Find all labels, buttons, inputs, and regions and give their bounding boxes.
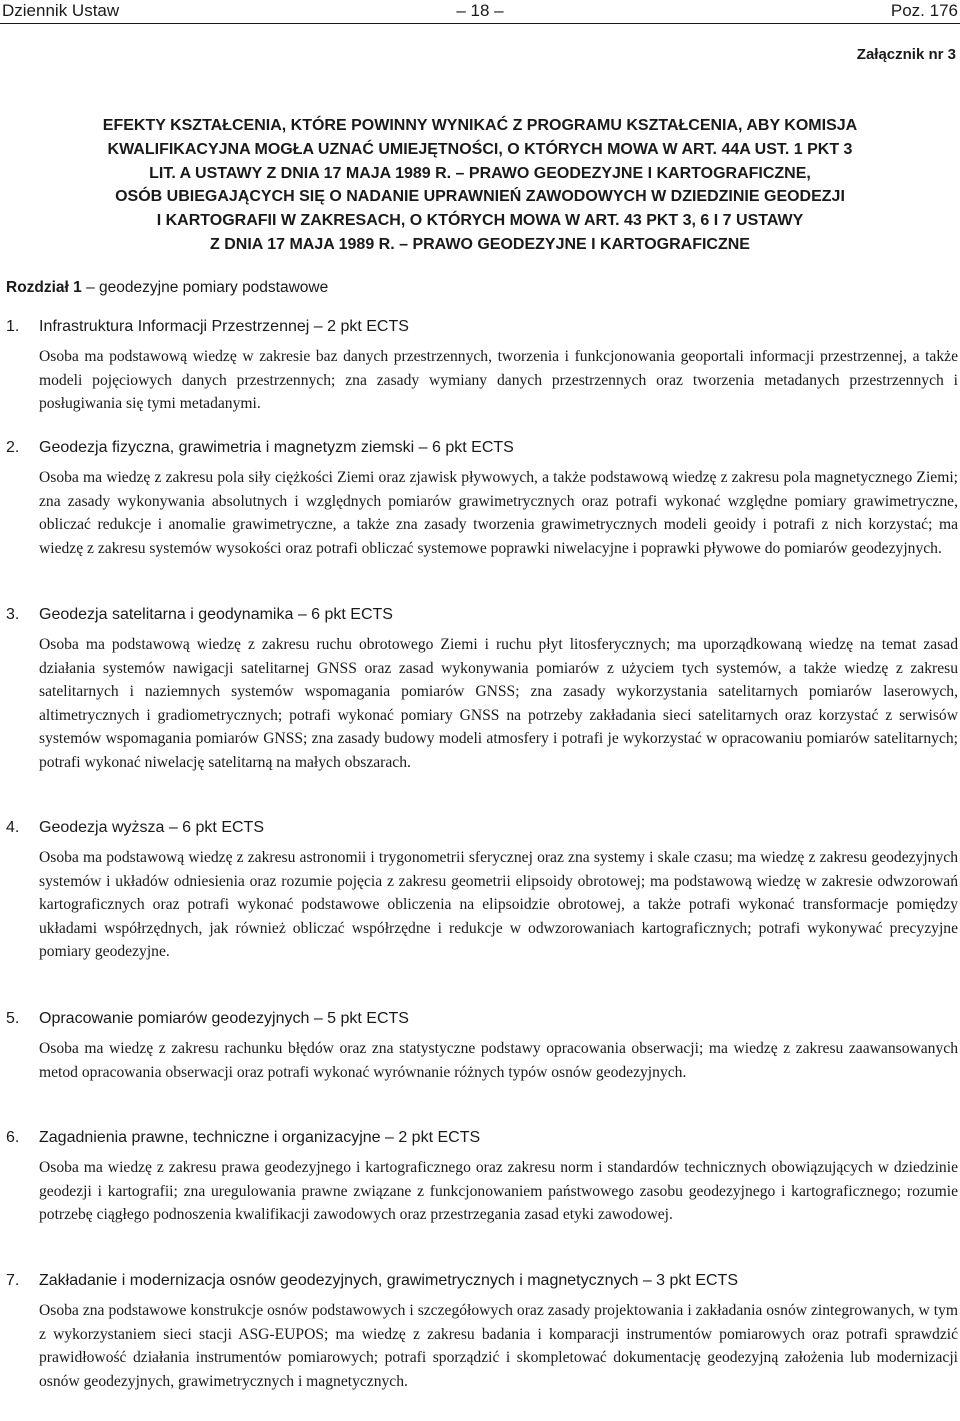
section-4 bbox=[6, 817, 958, 964]
section-number: 1. bbox=[6, 318, 20, 335]
section-body: Osoba ma wiedzę z zakresu prawa geodezyjnego i kartograficznego oraz zakresu norm i standardów technicznych obowiązujących w dziedzinie geodezji i kartografii; zna uregulowania prawne związane z funkcjonowaniem państwowego zasobu geodezyjnego i kartograficznego; rozumie potrzebę ciągłego podnoszenia kwalifikacji zawodowych oraz przestrzegania zasad etyki zawodowej. bbox=[39, 1159, 958, 1223]
section-body: Osoba ma wiedzę z zakresu pola siły ciężkości Ziemi oraz zjawisk pływowych, a także podstawową wiedzę z zakresu pola magnetycznego Ziemi; zna zasady wykonywania absolutnych i względnych pomiarów grawimetrycznych oraz potrafi wykonać względne pomiary grawimetryczne, obliczać redukcje i anomalie grawimetryczne, a także zna zasady tworzenia grawimetrycznych modeli geoidy i potrafi z nich korzystać; ma wiedzę z zakresu systemów wysokości oraz potrafi obliczać systemowe poprawki niwelacyjne i poprawki pływowe do pomiarów geodezyjnych. bbox=[39, 469, 958, 557]
title-line: OSÓB UBIEGAJĄCYCH SIĘ O NADANIE UPRAWNIEŃ ZAWODOWYCH W DZIEDZINIE GEODEZJI bbox=[115, 188, 845, 206]
document-title bbox=[0, 114, 960, 257]
section-7 bbox=[6, 1270, 958, 1393]
section-title: Infrastruktura Informacji Przestrzennej – 2 pkt ECTS bbox=[39, 318, 409, 335]
position-number: Poz. 176 bbox=[890, 1, 958, 20]
section-number: 6. bbox=[6, 1129, 20, 1146]
section-title: Zakładanie i modernizacja osnów geodezyjnych, grawimetrycznych i magnetycznych – 3 pkt ECTS bbox=[39, 1272, 738, 1289]
section-heading bbox=[6, 604, 958, 626]
chapter-label: Rozdział 1 bbox=[6, 279, 82, 296]
title-line: KWALIFIKACYJNA MOGŁA UZNAĆ UMIEJĘTNOŚCI, O KTÓRYCH MOWA W ART. 44A UST. 1 PKT 3 bbox=[107, 140, 853, 158]
page-header bbox=[0, 0, 960, 22]
title-line: I KARTOGRAFII W ZAKRESACH, O KTÓRYCH MOWA W ART. 43 PKT 3, 6 I 7 USTAWY bbox=[156, 212, 804, 230]
section-body: Osoba zna podstawowe konstrukcje osnów podstawowych i szczegółowych oraz zasady projektowania i zakładania osnów zintegrowanych, w tym z wykorzystaniem sieci stacji ASG-EUPOS; ma wiedzę z zakresu badania i komparacji instrumentów pomiarowych oraz potrafi sprawdzić prawidłowość działania instrumentów pomiarowych; potrafi sporządzić i skompletować dokumentację geodezyjną założenia lub modernizacji osnów geodezyjnych, grawimetrycznych i magnetycznych. bbox=[39, 1302, 958, 1390]
section-title: Geodezja wyższa – 6 pkt ECTS bbox=[39, 819, 264, 836]
section-title: Geodezja satelitarna i geodynamika – 6 pkt ECTS bbox=[39, 606, 393, 623]
chapter-heading bbox=[6, 278, 328, 298]
journal-name: Dziennik Ustaw bbox=[2, 1, 120, 20]
section-6 bbox=[6, 1127, 958, 1227]
section-heading bbox=[6, 1270, 958, 1292]
section-body: Osoba ma wiedzę z zakresu rachunku błędów oraz zna statystyczne podstawy opracowania obserwacji; ma wiedzę z zakresu zaawansowanych metod opracowania obserwacji oraz potrafi wykonać wyrównanie różnych typów osnów geodezyjnych. bbox=[39, 1040, 958, 1081]
section-body: Osoba ma podstawową wiedzę z zakresu ruchu obrotowego Ziemi i ruchu płyt litosferycznych; ma uporządkowaną wiedzę na temat zasad działania systemów nawigacji satelitarnej GNSS oraz zasad wykonywania pomiarów z użyciem tych systemów, a także wiedzę z zakresu satelitarnych i naziemnych systemów wspomagania pomiarów GNSS; zna zasady wykorzystania satelitarnych pomiarów laserowych, altimetrycznych i gradiometrycznych; potrafi wykonać pomiary GNSS na potrzeby zakładania sieci satelitarnych oraz korzystać z serwisów systemów wspomagania pomiarów GNSS; zna zasady budowy modeli atmosfery i potrafi je wykorzystać w opracowaniu pomiarów satelitarnych; potrafi wykonać niwelację satelitarną na małych obszarach. bbox=[39, 636, 958, 771]
title-line: EFEKTY KSZTAŁCENIA, KTÓRE POWINNY WYNIKAĆ Z PROGRAMU KSZTAŁCENIA, ABY KOMISJA bbox=[102, 117, 858, 134]
page-number: – 18 – bbox=[456, 1, 504, 20]
header-divider bbox=[0, 23, 960, 24]
annex-label: Załącznik nr 3 bbox=[856, 46, 956, 63]
title-line: Z DNIA 17 MAJA 1989 R. – PRAWO GEODEZYJNE I KARTOGRAFICZNE bbox=[210, 235, 750, 253]
section-5 bbox=[6, 1008, 958, 1084]
section-title: Opracowanie pomiarów geodezyjnych – 5 pkt ECTS bbox=[39, 1010, 409, 1027]
title-line: LIT. A USTAWY Z DNIA 17 MAJA 1989 R. – PRAWO GEODEZYJNE I KARTOGRAFICZNE, bbox=[149, 164, 811, 182]
section-heading bbox=[6, 437, 958, 459]
section-body: Osoba ma podstawową wiedzę w zakresie baz danych przestrzennych, tworzenia i funkcjonowania geoportali informacji przestrzennej, a także modeli pojęciowych danych przestrzennych; zna zasady wymiany danych przestrzennych oraz tworzenia metadanych przestrzennych i posługiwania się tymi metadanymi. bbox=[39, 348, 958, 412]
section-number: 5. bbox=[6, 1010, 20, 1027]
chapter-title: – geodezyjne pomiary podstawowe bbox=[86, 279, 329, 296]
section-heading bbox=[6, 316, 958, 338]
section-title: Zagadnienia prawne, techniczne i organizacyjne – 2 pkt ECTS bbox=[39, 1129, 481, 1146]
section-heading bbox=[6, 1127, 958, 1149]
section-number: 3. bbox=[6, 606, 20, 623]
section-number: 4. bbox=[6, 819, 20, 836]
section-heading bbox=[6, 817, 958, 839]
section-number: 7. bbox=[6, 1272, 20, 1289]
section-title: Geodezja fizyczna, grawimetria i magnetyzm ziemski – 6 pkt ECTS bbox=[39, 439, 514, 456]
section-number: 2. bbox=[6, 439, 20, 456]
section-body: Osoba ma podstawową wiedzę z zakresu astronomii i trygonometrii sferycznej oraz zna systemy i skale czasu; ma wiedzę z zakresu geodezyjnych systemów i układów odniesienia oraz rozumie pojęcia z zakresu geometrii elipsoidy obrotowej; ma podstawową wiedzę w zakresie odwzorowań kartograficznych oraz potrafi wykonać podstawowe obliczenia na elipsoidzie obrotowej, a także potrafi wykonać transformacje pomiędzy układami współrzędnych, jak również obliczać współrzędne i redukcje w odwzorowaniach kartograficznych; potrafi wykonywać precyzyjne pomiary geodezyjne. bbox=[39, 849, 958, 960]
section-2 bbox=[6, 437, 958, 560]
section-1 bbox=[6, 316, 958, 416]
section-3 bbox=[6, 604, 958, 774]
section-heading bbox=[6, 1008, 958, 1030]
